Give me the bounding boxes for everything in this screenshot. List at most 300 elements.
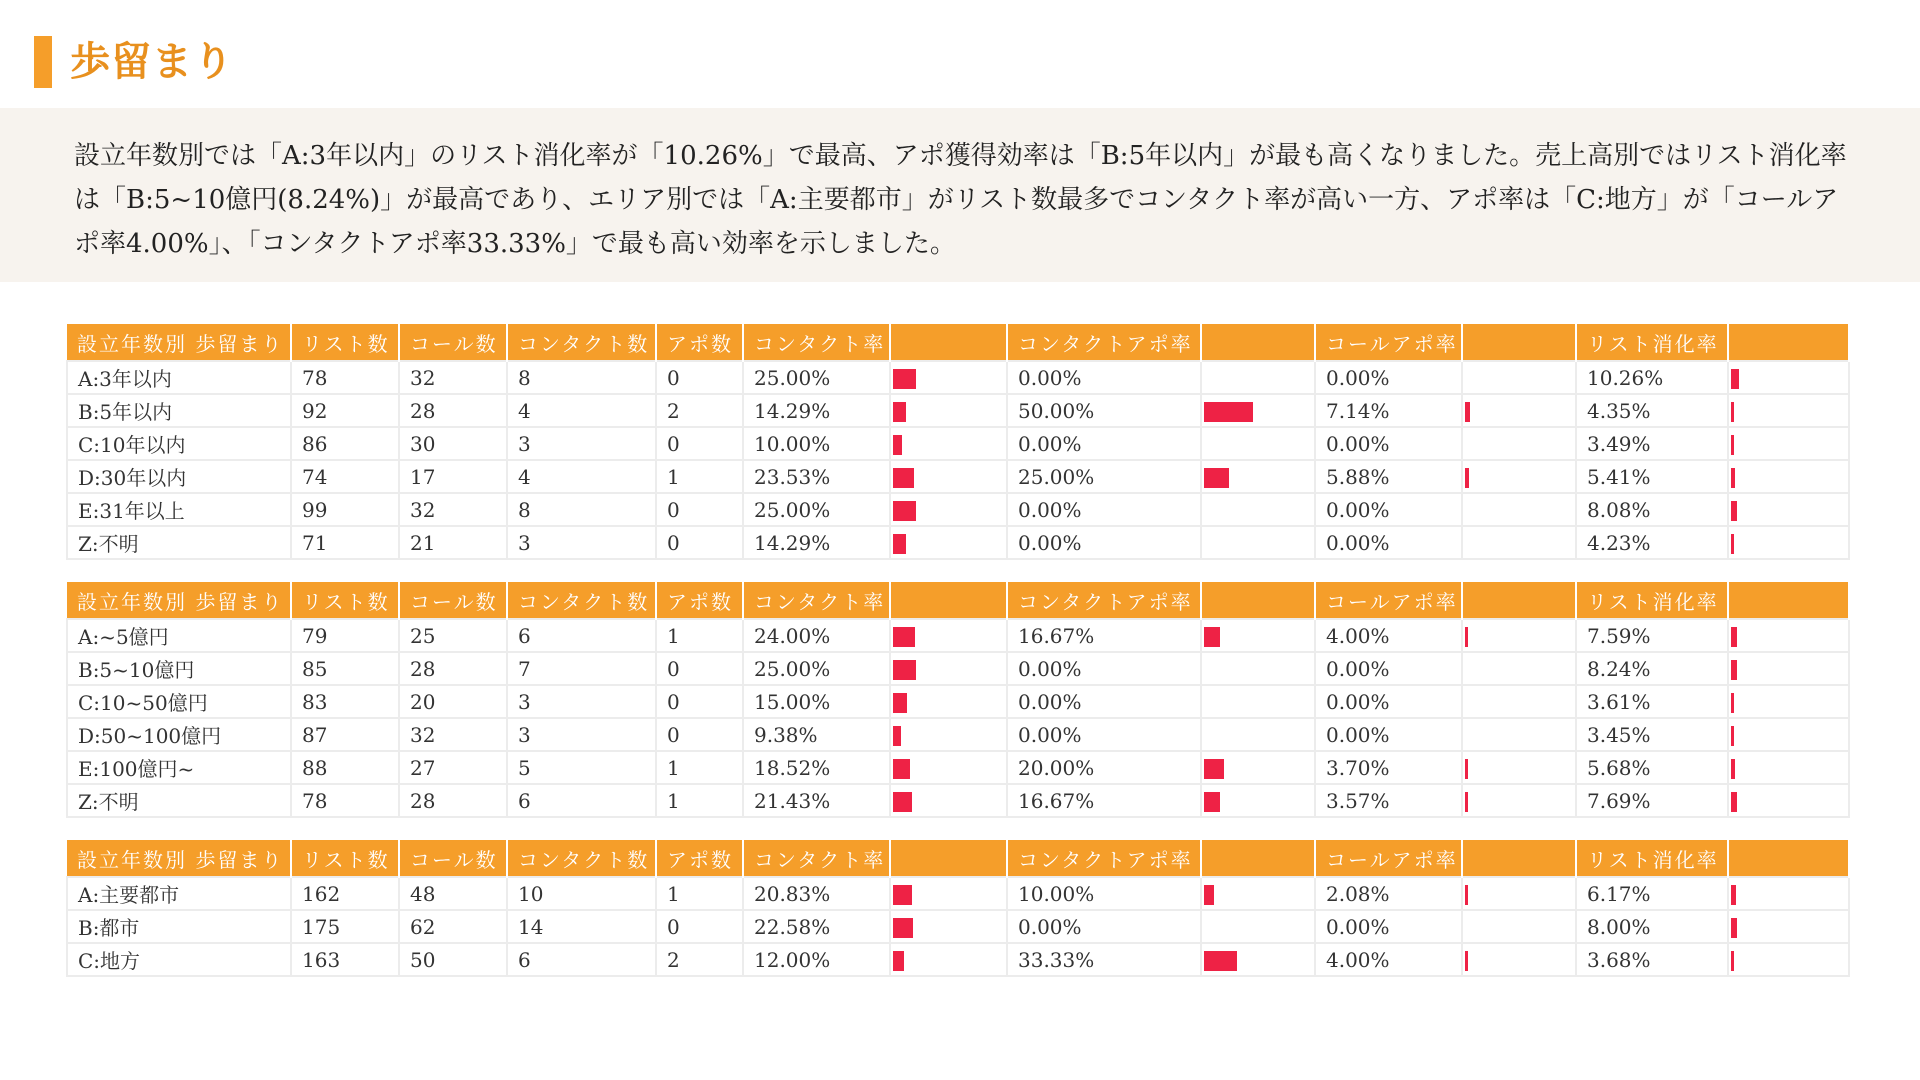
table-cell: E:31年以上: [67, 493, 291, 526]
table-cell: 86: [291, 427, 399, 460]
data-bar: [893, 918, 913, 938]
data-bar: [1731, 792, 1737, 812]
data-bar: [1731, 951, 1734, 971]
bar-cell: [1728, 394, 1849, 427]
table-cell: A:3年以内: [67, 361, 291, 394]
bar-cell: [1462, 943, 1576, 976]
table-cell: B:5年以内: [67, 394, 291, 427]
column-header: コールアポ率: [1315, 582, 1462, 619]
table-cell: 20.83%: [743, 877, 890, 910]
table-cell: 0.00%: [1315, 493, 1462, 526]
bar-cell: [1728, 910, 1849, 943]
table-cell: 17: [399, 460, 507, 493]
data-bar: [893, 468, 914, 488]
table-cell: 0.00%: [1315, 910, 1462, 943]
table-cell: 0.00%: [1007, 910, 1201, 943]
column-header: コールアポ率: [1315, 840, 1462, 877]
table-cell: 78: [291, 784, 399, 817]
table-cell: 25.00%: [743, 652, 890, 685]
data-bar: [1204, 402, 1253, 422]
bar-cell: [1462, 394, 1576, 427]
table-cell: 3.49%: [1576, 427, 1728, 460]
bar-cell: [1728, 718, 1849, 751]
table-cell: 7.14%: [1315, 394, 1462, 427]
table-cell: A:~5億円: [67, 619, 291, 652]
table-cell: 1: [656, 751, 743, 784]
table-cell: 0.00%: [1007, 526, 1201, 559]
column-header: コンタクトアポ率: [1007, 840, 1201, 877]
table-cell: 8.24%: [1576, 652, 1728, 685]
bar-cell: [1462, 361, 1576, 394]
bar-cell: [1728, 877, 1849, 910]
bar-cell: [1462, 877, 1576, 910]
data-bar: [1465, 885, 1468, 905]
data-bar: [893, 792, 912, 812]
table-cell: 87: [291, 718, 399, 751]
page-title: 歩留まり: [70, 38, 234, 85]
table-cell: 0: [656, 493, 743, 526]
table-cell: 7.69%: [1576, 784, 1728, 817]
table-cell: 16.67%: [1007, 619, 1201, 652]
bar-cell: [1201, 460, 1315, 493]
table-cell: 28: [399, 784, 507, 817]
table-cell: 4.00%: [1315, 619, 1462, 652]
bar-cell: [1201, 652, 1315, 685]
column-header: [890, 840, 1007, 877]
table-row: [67, 784, 1849, 817]
bar-cell: [1728, 460, 1849, 493]
yield-table: [66, 324, 1850, 560]
table-cell: 6: [507, 943, 656, 976]
table-row: [67, 718, 1849, 751]
table-cell: 25.00%: [1007, 460, 1201, 493]
table-cell: 21: [399, 526, 507, 559]
table-row: [67, 526, 1849, 559]
column-header: リスト消化率: [1576, 840, 1728, 877]
table-cell: 3.70%: [1315, 751, 1462, 784]
table-cell: 0.00%: [1007, 493, 1201, 526]
table-cell: 1: [656, 619, 743, 652]
column-header: コール数: [399, 324, 507, 361]
table-cell: 0.00%: [1315, 718, 1462, 751]
table-cell: 1: [656, 460, 743, 493]
table-cell: 4: [507, 460, 656, 493]
table-cell: 3.57%: [1315, 784, 1462, 817]
table-cell: 0.00%: [1315, 427, 1462, 460]
table-cell: 0.00%: [1007, 361, 1201, 394]
table-cell: 7.59%: [1576, 619, 1728, 652]
table-cell: 14: [507, 910, 656, 943]
table-cell: 0.00%: [1007, 685, 1201, 718]
bar-cell: [1728, 685, 1849, 718]
yield-table: [66, 582, 1850, 818]
table-cell: 78: [291, 361, 399, 394]
table-row: [67, 652, 1849, 685]
table-cell: 175: [291, 910, 399, 943]
table-cell: 25.00%: [743, 361, 890, 394]
table-row: [67, 493, 1849, 526]
bar-cell: [1462, 619, 1576, 652]
table-cell: 20.00%: [1007, 751, 1201, 784]
column-header: コンタクト率: [743, 840, 890, 877]
bar-cell: [1728, 493, 1849, 526]
table-cell: Z:不明: [67, 784, 291, 817]
table-row: [67, 685, 1849, 718]
table-cell: E:100億円~: [67, 751, 291, 784]
data-bar: [1204, 759, 1224, 779]
table-cell: 8.08%: [1576, 493, 1728, 526]
bar-cell: [1462, 784, 1576, 817]
table-cell: 50: [399, 943, 507, 976]
table-cell: 23.53%: [743, 460, 890, 493]
column-header: リスト消化率: [1576, 324, 1728, 361]
data-bar: [893, 726, 901, 746]
table-cell: 12.00%: [743, 943, 890, 976]
table-cell: 0: [656, 685, 743, 718]
table-cell: 99: [291, 493, 399, 526]
table-row: [67, 427, 1849, 460]
column-header: [1728, 840, 1849, 877]
bar-cell: [890, 910, 1007, 943]
table-cell: 0.00%: [1315, 652, 1462, 685]
table-cell: 15.00%: [743, 685, 890, 718]
bar-cell: [1462, 652, 1576, 685]
bar-cell: [1462, 685, 1576, 718]
data-bar: [1465, 627, 1468, 647]
bar-cell: [1201, 910, 1315, 943]
data-bar: [893, 660, 916, 680]
data-bar: [1204, 792, 1220, 812]
data-bar: [1204, 627, 1220, 647]
table-cell: C:地方: [67, 943, 291, 976]
table-cell: 0: [656, 652, 743, 685]
column-header: コンタクトアポ率: [1007, 324, 1201, 361]
column-header: [1201, 582, 1315, 619]
data-bar: [893, 759, 910, 779]
bar-cell: [890, 784, 1007, 817]
table-cell: 25: [399, 619, 507, 652]
table-cell: 162: [291, 877, 399, 910]
column-header: リスト数: [291, 582, 399, 619]
bar-cell: [1201, 619, 1315, 652]
table-cell: 0: [656, 718, 743, 751]
bar-cell: [1728, 526, 1849, 559]
table-cell: 6: [507, 784, 656, 817]
bar-cell: [890, 427, 1007, 460]
table-row: [67, 943, 1849, 976]
column-header: 設立年数別 歩留まり: [67, 582, 291, 619]
table-cell: 1: [656, 877, 743, 910]
table-cell: 25.00%: [743, 493, 890, 526]
bar-cell: [890, 361, 1007, 394]
table-header-row: [67, 840, 1849, 877]
table-cell: Z:不明: [67, 526, 291, 559]
table-cell: 48: [399, 877, 507, 910]
data-bar: [1465, 759, 1468, 779]
table-row: [67, 751, 1849, 784]
table-cell: 5.68%: [1576, 751, 1728, 784]
data-bar: [1731, 534, 1734, 554]
table-cell: 4.00%: [1315, 943, 1462, 976]
column-header: [890, 582, 1007, 619]
data-bar: [1731, 402, 1734, 422]
table-cell: 24.00%: [743, 619, 890, 652]
table-cell: 32: [399, 361, 507, 394]
bar-cell: [890, 751, 1007, 784]
bar-cell: [890, 619, 1007, 652]
data-bar: [1465, 402, 1470, 422]
table-cell: 88: [291, 751, 399, 784]
column-header: 設立年数別 歩留まり: [67, 840, 291, 877]
bar-cell: [890, 877, 1007, 910]
bar-cell: [1201, 361, 1315, 394]
column-header: アポ数: [656, 324, 743, 361]
data-bar: [1731, 918, 1737, 938]
table-cell: 2: [656, 394, 743, 427]
bar-cell: [1462, 427, 1576, 460]
data-bar: [1204, 951, 1237, 971]
bar-cell: [1201, 751, 1315, 784]
column-header: コンタクトアポ率: [1007, 582, 1201, 619]
bar-cell: [1201, 526, 1315, 559]
column-header: リスト数: [291, 840, 399, 877]
table-cell: 0.00%: [1315, 526, 1462, 559]
table-cell: 163: [291, 943, 399, 976]
bar-cell: [1201, 427, 1315, 460]
table-cell: C:10年以内: [67, 427, 291, 460]
table-cell: 6: [507, 619, 656, 652]
column-header: 設立年数別 歩留まり: [67, 324, 291, 361]
table-cell: 20: [399, 685, 507, 718]
column-header: コンタクト数: [507, 324, 656, 361]
bar-cell: [1728, 652, 1849, 685]
table-cell: 83: [291, 685, 399, 718]
table-cell: 5.41%: [1576, 460, 1728, 493]
table-cell: 4: [507, 394, 656, 427]
table-cell: 18.52%: [743, 751, 890, 784]
table-cell: 0: [656, 361, 743, 394]
bar-cell: [890, 394, 1007, 427]
data-bar: [1731, 759, 1735, 779]
bar-cell: [890, 685, 1007, 718]
table-cell: 2.08%: [1315, 877, 1462, 910]
tables-container: [66, 324, 1848, 999]
column-header: コール数: [399, 840, 507, 877]
table-cell: B:都市: [67, 910, 291, 943]
table-cell: 0: [656, 910, 743, 943]
table-row: [67, 460, 1849, 493]
table-cell: 10.26%: [1576, 361, 1728, 394]
table-cell: 5.88%: [1315, 460, 1462, 493]
bar-cell: [1462, 718, 1576, 751]
bar-cell: [1201, 784, 1315, 817]
table-cell: 79: [291, 619, 399, 652]
bar-cell: [1201, 394, 1315, 427]
bar-cell: [1201, 943, 1315, 976]
bar-cell: [1728, 751, 1849, 784]
table-cell: 0.00%: [1007, 427, 1201, 460]
bar-cell: [890, 460, 1007, 493]
table-cell: 32: [399, 493, 507, 526]
column-header: リスト消化率: [1576, 582, 1728, 619]
title-accent-bar: [34, 36, 52, 88]
table-cell: 0: [656, 427, 743, 460]
table-cell: 33.33%: [1007, 943, 1201, 976]
column-header: [1728, 324, 1849, 361]
column-header: コールアポ率: [1315, 324, 1462, 361]
data-bar: [893, 402, 906, 422]
data-bar: [1731, 468, 1735, 488]
column-header: コンタクト数: [507, 582, 656, 619]
data-bar: [1731, 693, 1734, 713]
table-cell: 16.67%: [1007, 784, 1201, 817]
bar-cell: [1462, 910, 1576, 943]
data-bar: [1465, 951, 1468, 971]
table-cell: 5: [507, 751, 656, 784]
column-header: アポ数: [656, 582, 743, 619]
table-cell: 85: [291, 652, 399, 685]
bar-cell: [1728, 361, 1849, 394]
table-cell: 10: [507, 877, 656, 910]
table-cell: 27: [399, 751, 507, 784]
data-bar: [1731, 885, 1736, 905]
table-cell: 14.29%: [743, 394, 890, 427]
bar-cell: [890, 943, 1007, 976]
data-bar: [1465, 792, 1468, 812]
summary-box: [0, 108, 1920, 282]
table-cell: 30: [399, 427, 507, 460]
table-cell: 7: [507, 652, 656, 685]
table-cell: 74: [291, 460, 399, 493]
bar-cell: [1201, 718, 1315, 751]
table-row: [67, 361, 1849, 394]
bar-cell: [1728, 427, 1849, 460]
bar-cell: [1462, 460, 1576, 493]
table-cell: 10.00%: [1007, 877, 1201, 910]
table-cell: 8: [507, 361, 656, 394]
table-header-row: [67, 582, 1849, 619]
table-cell: 14.29%: [743, 526, 890, 559]
bar-cell: [890, 718, 1007, 751]
data-bar: [1731, 501, 1737, 521]
table-cell: B:5~10億円: [67, 652, 291, 685]
column-header: アポ数: [656, 840, 743, 877]
column-header: [890, 324, 1007, 361]
data-bar: [1731, 369, 1739, 389]
bar-cell: [1462, 493, 1576, 526]
bar-cell: [1462, 526, 1576, 559]
table-cell: 0.00%: [1007, 718, 1201, 751]
table-cell: 3: [507, 526, 656, 559]
data-bar: [893, 627, 915, 647]
table-cell: D:50~100億円: [67, 718, 291, 751]
data-bar: [1204, 468, 1229, 488]
data-bar: [1731, 726, 1734, 746]
bar-cell: [890, 526, 1007, 559]
table-cell: 28: [399, 652, 507, 685]
yield-table: [66, 840, 1850, 977]
data-bar: [893, 693, 907, 713]
column-header: コンタクト数: [507, 840, 656, 877]
data-bar: [1204, 885, 1214, 905]
column-header: コンタクト率: [743, 324, 890, 361]
column-header: [1462, 582, 1576, 619]
table-row: [67, 394, 1849, 427]
data-bar: [893, 951, 904, 971]
table-cell: 3: [507, 718, 656, 751]
table-cell: 1: [656, 784, 743, 817]
table-cell: 8.00%: [1576, 910, 1728, 943]
column-header: [1201, 324, 1315, 361]
column-header: [1728, 582, 1849, 619]
table-cell: 50.00%: [1007, 394, 1201, 427]
bar-cell: [890, 493, 1007, 526]
table-cell: 4.35%: [1576, 394, 1728, 427]
bar-cell: [1201, 685, 1315, 718]
data-bar: [893, 534, 906, 554]
table-cell: 92: [291, 394, 399, 427]
table-cell: 3: [507, 685, 656, 718]
column-header: [1462, 324, 1576, 361]
table-cell: 28: [399, 394, 507, 427]
table-cell: 0.00%: [1007, 652, 1201, 685]
column-header: コール数: [399, 582, 507, 619]
table-cell: 21.43%: [743, 784, 890, 817]
bar-cell: [1728, 619, 1849, 652]
table-cell: D:30年以内: [67, 460, 291, 493]
data-bar: [893, 435, 902, 455]
table-cell: 4.23%: [1576, 526, 1728, 559]
table-cell: A:主要都市: [67, 877, 291, 910]
table-cell: 3.68%: [1576, 943, 1728, 976]
table-cell: 22.58%: [743, 910, 890, 943]
bar-cell: [1728, 943, 1849, 976]
table-row: [67, 910, 1849, 943]
bar-cell: [1201, 877, 1315, 910]
table-row: [67, 619, 1849, 652]
table-cell: 8: [507, 493, 656, 526]
data-bar: [893, 885, 912, 905]
table-row: [67, 877, 1849, 910]
data-bar: [1731, 435, 1734, 455]
data-bar: [1465, 468, 1469, 488]
table-cell: 0.00%: [1315, 685, 1462, 718]
summary-text: 設立年数別では「A:3年以内」のリスト消化率が「10.26%」で最高、アポ獲得効率は「B:5年以内」が最も高くなりました。売上高別ではリスト消化率は「B:5~10億円(8.24%)」が最高であり、エリア別では「A:主要都市」がリスト数最多でコンタクト率が高い一方、アポ率は「C:地方」が「コールアポ率4.00%」、「コンタクトアポ率33.33%」で最も高い効率を示しました。: [74, 141, 1847, 259]
table-cell: 71: [291, 526, 399, 559]
table-header-row: [67, 324, 1849, 361]
table-cell: 2: [656, 943, 743, 976]
table-cell: 3: [507, 427, 656, 460]
table-cell: 0: [656, 526, 743, 559]
column-header: [1201, 840, 1315, 877]
data-bar: [1731, 660, 1737, 680]
data-bar: [1731, 627, 1737, 647]
table-cell: 32: [399, 718, 507, 751]
table-cell: 6.17%: [1576, 877, 1728, 910]
bar-cell: [1462, 751, 1576, 784]
data-bar: [893, 369, 916, 389]
column-header: コンタクト率: [743, 582, 890, 619]
table-cell: 0.00%: [1315, 361, 1462, 394]
table-cell: 3.45%: [1576, 718, 1728, 751]
bar-cell: [1201, 493, 1315, 526]
table-cell: 62: [399, 910, 507, 943]
column-header: リスト数: [291, 324, 399, 361]
table-cell: 10.00%: [743, 427, 890, 460]
bar-cell: [890, 652, 1007, 685]
data-bar: [893, 501, 916, 521]
table-cell: 9.38%: [743, 718, 890, 751]
